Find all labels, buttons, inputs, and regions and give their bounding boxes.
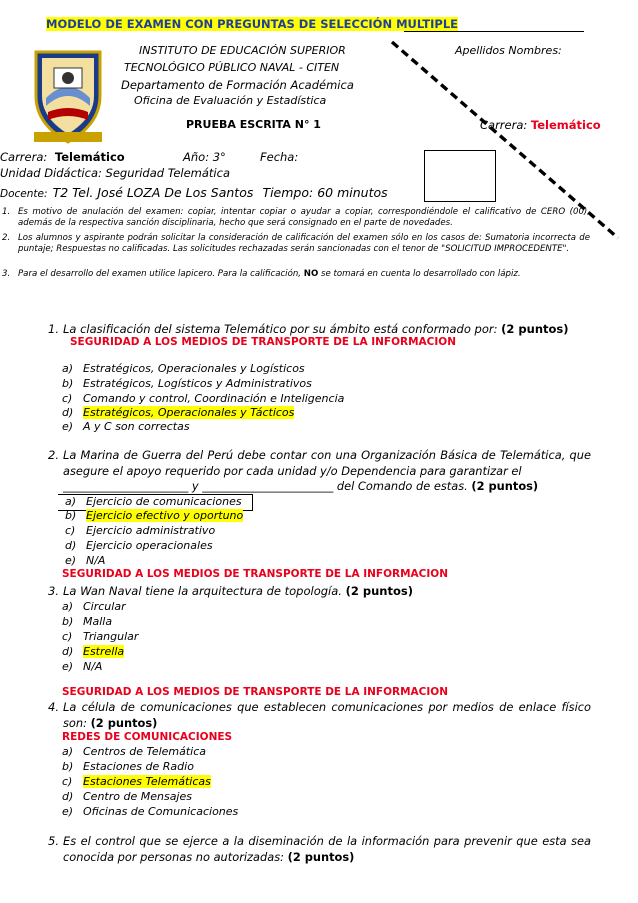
rule-text: Es motivo de anulación del examen: copiar, intentar copiar o ayudar a copiar, correspondiéndole el calificativo de CERO (00), además de la respectiva sanción disciplinaria, hecho que será consignado en el parte de novedades. xyxy=(18,207,590,228)
docente-value: T2 Tel. José LOZA De Los Santos xyxy=(52,185,254,200)
answer-highlight: Estratégicos, Operacionales y Tácticos xyxy=(83,406,295,419)
topic-label: SEGURIDAD A LOS MEDIOS DE TRANSPORTE DE LA INFORMACION xyxy=(62,686,449,698)
answer-highlight: Ejercicio efectivo y oportuno xyxy=(86,509,244,522)
rule-text: Para el desarrollo del examen utilice lapicero. Para la calificación, NO se tomará en cuenta lo desarrollado con lápiz. xyxy=(18,269,521,279)
question-text: La Marina de Guerra del Perú debe contar con una Organización Básica de Telemática, que asegure el apoyo requerido por cada unidad y/o Dependencia para garantizar el xyxy=(63,448,591,478)
question-text: La Wan Naval tiene la arquitectura de topología. (2 puntos) xyxy=(63,584,413,598)
institution-line-4: Oficina de Evaluación y Estadística xyxy=(134,94,327,107)
option-b[interactable]: b) Estaciones de Radio xyxy=(62,760,194,773)
question-points: (2 puntos) xyxy=(501,322,569,336)
question-number: 1. xyxy=(48,322,59,336)
institution-line-3: Departamento de Formación Académica xyxy=(121,78,354,92)
exam-name: PRUEBA ESCRITA N° 1 xyxy=(186,118,321,131)
institution-line-2: TECNOLÓGICO PÚBLICO NAVAL - CITEN xyxy=(124,61,340,74)
carrera-right-value: Telemático xyxy=(530,118,601,132)
question-points: (2 puntos) xyxy=(287,850,355,864)
option-b[interactable]: b) Estratégicos, Logísticos y Administrativos xyxy=(62,377,312,390)
carrera-label: Carrera: xyxy=(0,150,48,164)
rule-number: 1. xyxy=(2,207,11,217)
topic-label: SEGURIDAD A LOS MEDIOS DE TRANSPORTE DE LA INFORMACION xyxy=(62,568,449,580)
question-number: 4. xyxy=(48,700,59,714)
option-d[interactable]: d) Estratégicos, Operacionales y Tácticos xyxy=(62,406,295,419)
option-b[interactable]: b) Ejercicio efectivo y oportuno xyxy=(65,509,244,522)
option-a[interactable]: a) Estratégicos, Operacionales y Logísticos xyxy=(62,362,305,375)
option-e[interactable]: e) A y C son correctas xyxy=(62,420,190,433)
question-points: (2 puntos) xyxy=(345,584,413,598)
option-a[interactable]: a) Circular xyxy=(62,600,126,613)
option-a[interactable]: a) Centros de Telemática xyxy=(62,745,207,758)
option-c[interactable]: c) Comando y control, Coordinación e Inteligencia xyxy=(62,392,345,405)
rule-number: 2. xyxy=(2,233,11,243)
carrera-info xyxy=(0,150,125,164)
question-text: La clasificación del sistema Telemático por su ámbito está conformado por: (2 puntos) xyxy=(63,322,569,336)
docente-label: Docente: xyxy=(0,188,48,200)
exam-title: MODELO DE EXAMEN CON PREGUNTAS DE SELECCIÓN MULTIPLE xyxy=(46,17,459,31)
option-e[interactable]: e) Oficinas de Comunicaciones xyxy=(62,805,239,818)
docente-info xyxy=(0,182,388,201)
rule-number: 3. xyxy=(2,269,11,279)
institution-line-1: INSTITUTO DE EDUCACIÓN SUPERIOR xyxy=(139,44,346,57)
question-number: 2. xyxy=(48,448,59,462)
rule-text: Los alumnos y aspirante podrán solicitar la consideración de calificación del examen sólo en los casos de: Sumatoria incorrecta de puntaje; Respuestas no calificadas. Las solicitudes rechazadas serán sancionadas con el tenor de "SOLICITUD IMPROCEDENTE". xyxy=(18,233,590,254)
question-text: Es el control que se ejerce a la diseminación de la información para prevenir que esta sea conocida por personas no autorizadas: (2 puntos) xyxy=(63,834,591,864)
question-points: (2 puntos) xyxy=(471,479,539,493)
option-c[interactable]: c) Triangular xyxy=(62,630,139,643)
anio-info: Año: 3° xyxy=(183,150,226,164)
carrera-right-label: Carrera: xyxy=(480,118,528,132)
option-a[interactable]: a) Ejercicio de comunicaciones xyxy=(65,495,242,508)
option-c[interactable]: c) Ejercicio administrativo xyxy=(65,524,216,537)
photo-box xyxy=(424,150,496,202)
topic-label: SEGURIDAD A LOS MEDIOS DE TRANSPORTE DE LA INFORMACION xyxy=(70,336,457,348)
apellidos-label: Apellidos Nombres: xyxy=(455,44,562,57)
option-b[interactable]: b) Malla xyxy=(62,615,113,628)
question-text: La célula de comunicaciones que establecen comunicaciones por medios de enlace físico son: (2 puntos) xyxy=(63,700,591,730)
question-number: 3. xyxy=(48,584,59,598)
fecha-info: Fecha: xyxy=(260,150,299,164)
option-e[interactable]: e) N/A xyxy=(65,554,106,567)
question-blank-line: ______________________ y _______________________ del Comando de estas. (2 puntos) xyxy=(63,479,539,493)
answer-highlight: Estrella xyxy=(83,645,125,658)
option-d[interactable]: d) Ejercicio operacionales xyxy=(65,539,213,552)
option-c[interactable]: c) Estaciones Telemáticas xyxy=(62,775,211,788)
unidad-info: Unidad Didáctica: Seguridad Telemática xyxy=(0,166,230,180)
question-points: (2 puntos) xyxy=(90,716,158,730)
topic-label: REDES DE COMUNICACIONES xyxy=(62,731,233,743)
rule-no-bold: NO xyxy=(303,269,319,279)
option-d[interactable]: d) Estrella xyxy=(62,645,125,658)
tiempo-info: Tiempo: 60 minutos xyxy=(262,185,388,200)
option-e[interactable]: e) N/A xyxy=(62,660,103,673)
question-number: 5. xyxy=(48,834,59,848)
answer-highlight: Estaciones Telemáticas xyxy=(83,775,211,788)
carrera-value: Telemático xyxy=(54,150,125,164)
option-d[interactable]: d) Centro de Mensajes xyxy=(62,790,192,803)
